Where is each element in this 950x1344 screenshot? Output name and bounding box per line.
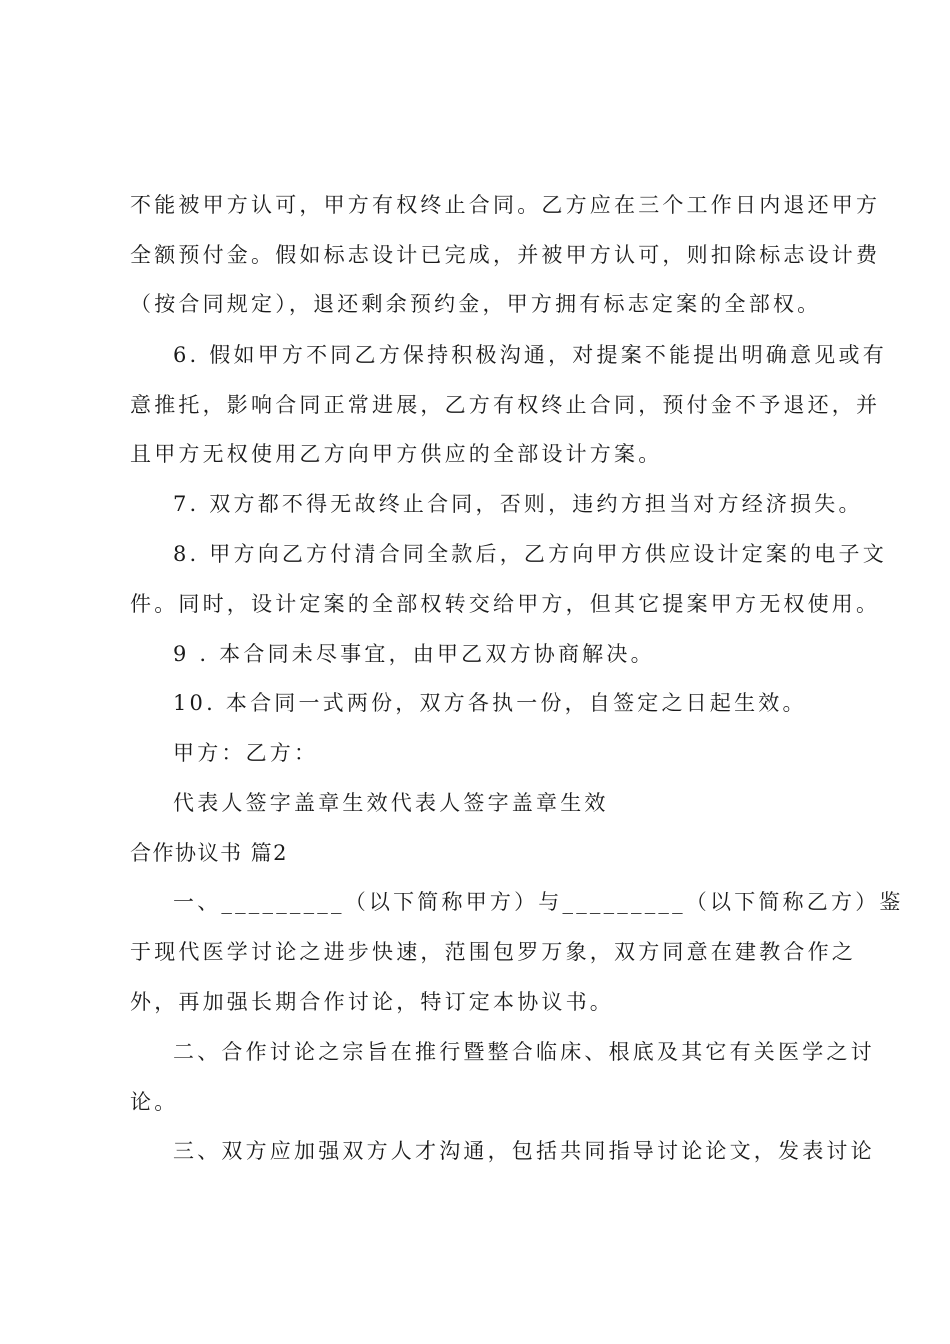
clause-6-line: 6. 假如甲方不同乙方保持积极沟通，对提案不能提出明确意见或有 [173, 343, 887, 367]
clause-8-line: 8. 甲方向乙方付清合同全款后，乙方向甲方供应设计定案的电子文 [173, 542, 887, 566]
clause-7-line: 7. 双方都不得无故终止合同，否则，违约方担当对方经济损失。 [173, 492, 863, 516]
section-heading: 合作协议书 篇2 [130, 841, 289, 865]
article-1-line: 一、_________（以下简称甲方）与_________（以下简称乙方）鉴 [173, 890, 904, 914]
paragraph-line: 外，再加强长期合作讨论，特订定本协议书。 [130, 990, 614, 1014]
paragraph-line: 且甲方无权使用乙方向甲方供应的全部设计方案。 [130, 442, 663, 466]
article-2-line: 二、合作讨论之宗旨在推行暨整合临床、根底及其它有关医学之讨 [173, 1040, 875, 1064]
signature-line: 代表人签字盖章生效代表人签字盖章生效 [173, 791, 609, 815]
clause-9-line: 9 . 本合同未尽事宜，由甲乙双方协商解决。 [173, 642, 655, 666]
article-3-line: 三、双方应加强双方人才沟通，包括共同指导讨论论文，发表讨论 [173, 1139, 875, 1163]
paragraph-line: 件。同时，设计定案的全部权转交给甲方，但其它提案甲方无权使用。 [130, 592, 881, 616]
paragraph-line: 于现代医学讨论之进步快速，范围包罗万象，双方同意在建教合作之 [130, 940, 856, 964]
paragraph-line: 全额预付金。假如标志设计已完成，并被甲方认可，则扣除标志设计费 [130, 243, 881, 267]
party-labels: 甲方：乙方： [173, 741, 319, 765]
clause-10-line: 10. 本合同一式两份，双方各执一份，自签定之日起生效。 [173, 691, 807, 715]
paragraph-line: 不能被甲方认可，甲方有权终止合同。乙方应在三个工作日内退还甲方 [130, 193, 881, 217]
paragraph-line: 意推托，影响合同正常进展，乙方有权终止合同，预付金不予退还，并 [130, 393, 881, 417]
paragraph-line: （按合同规定），退还剩余预约金，甲方拥有标志定案的全部权。 [130, 292, 822, 316]
paragraph-line: 论。 [130, 1090, 179, 1114]
